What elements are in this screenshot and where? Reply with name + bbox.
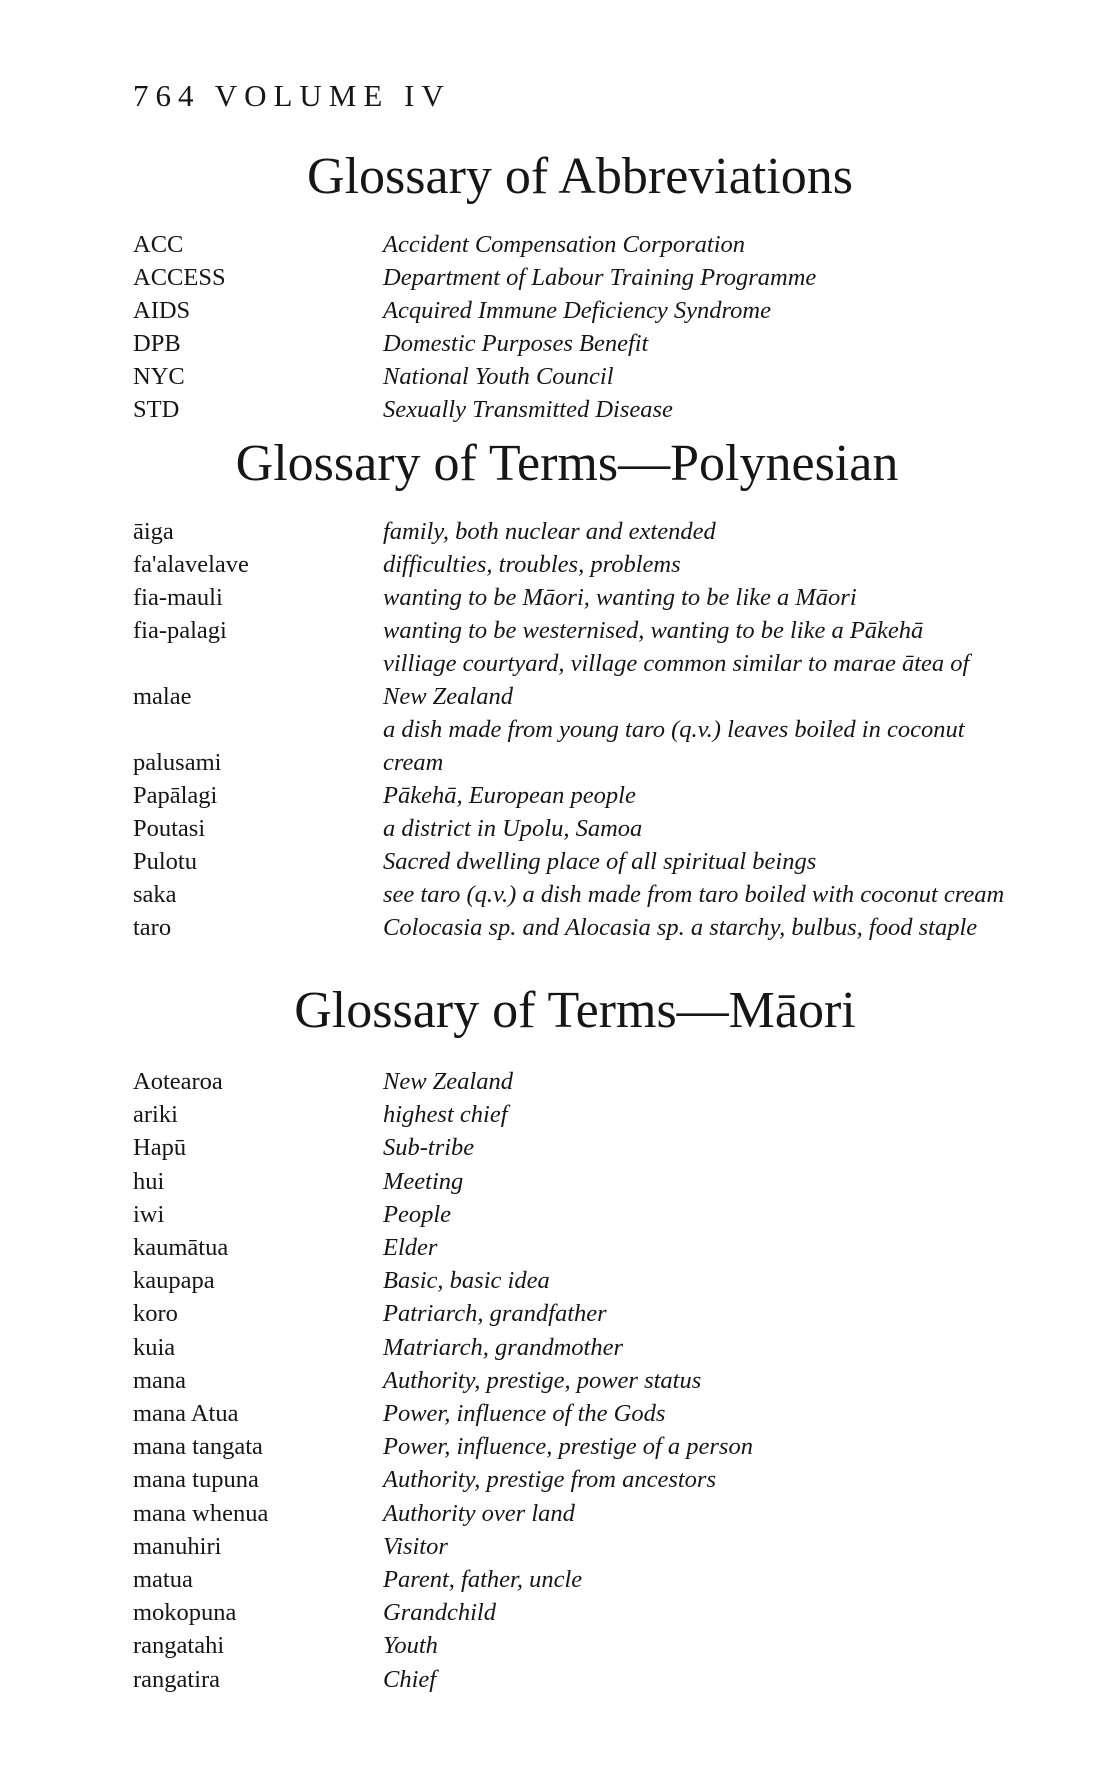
- glossary-entry: [133, 1530, 1013, 1563]
- entry-term: mokopuna: [133, 1599, 237, 1627]
- glossary-entry: [133, 878, 1013, 911]
- glossary-entry: [133, 261, 1013, 294]
- glossary-entry: [133, 393, 1013, 426]
- glossary-entry: [133, 1198, 1013, 1231]
- entry-definition: Matriarch, grandmother: [383, 1333, 623, 1361]
- entry-definition: Elder: [383, 1234, 438, 1262]
- entry-term: fia-mauli: [133, 584, 223, 611]
- entry-term: hui: [133, 1167, 165, 1195]
- entry-definition: People: [383, 1200, 452, 1228]
- entry-definition: Authority, prestige, power status: [383, 1366, 702, 1394]
- glossary-entry: [133, 1065, 1013, 1098]
- entry-definition: Meeting: [383, 1167, 464, 1195]
- entry-definition: Sacred dwelling place of all spiritual beings: [383, 848, 817, 875]
- glossary-entry: [133, 327, 1013, 360]
- entry-definition: Authority over land: [383, 1499, 575, 1527]
- entry-term: palusami: [133, 749, 222, 776]
- entry-term: DPB: [133, 330, 181, 357]
- entry-definition: Chief: [383, 1665, 437, 1693]
- entry-term: ACC: [133, 231, 184, 258]
- entry-term: matua: [133, 1566, 193, 1594]
- entry-definition: wanting to be Māori, wanting to be like a Māori: [383, 584, 857, 611]
- entry-definition: villiage courtyard, village common similar to marae ātea of New Zealand: [383, 650, 970, 710]
- entry-term: rangatahi: [133, 1632, 225, 1660]
- entry-term: STD: [133, 396, 180, 423]
- entry-term: kaupapa: [133, 1267, 215, 1295]
- glossary-entry: [133, 812, 1013, 845]
- entry-definition: a district in Upolu, Samoa: [383, 815, 643, 842]
- entry-definition: see taro (q.v.) a dish made from taro boiled with coconut cream: [383, 881, 1005, 908]
- entry-term: manuhiri: [133, 1532, 222, 1560]
- entry-term: Poutasi: [133, 815, 206, 842]
- glossary-entry: [133, 1165, 1013, 1198]
- entry-definition: a dish made from young taro (q.v.) leaves boiled in coconut cream: [383, 716, 965, 776]
- entry-definition: highest chief: [383, 1101, 508, 1129]
- polynesian-list: [133, 515, 1013, 944]
- entry-definition: Grandchild: [383, 1599, 496, 1627]
- entry-definition: Pākehā, European people: [383, 782, 636, 809]
- glossary-entry: [133, 713, 1013, 779]
- entry-term: AIDS: [133, 297, 191, 324]
- glossary-entry: [133, 360, 1013, 393]
- entry-term: malae: [133, 683, 192, 710]
- entry-term: saka: [133, 881, 177, 908]
- glossary-entry: [133, 1629, 1013, 1662]
- entry-term: āiga: [133, 518, 174, 545]
- entry-definition: family, both nuclear and extended: [383, 518, 716, 545]
- entry-term: iwi: [133, 1200, 165, 1228]
- entry-definition: Colocasia sp. and Alocasia sp. a starchy, bulbus, food staple: [383, 914, 978, 941]
- glossary-entry: [133, 548, 1013, 581]
- glossary-entry: [133, 647, 1013, 713]
- entry-term: ACCESS: [133, 264, 226, 291]
- glossary-entry: [133, 1231, 1013, 1264]
- entry-definition: wanting to be westernised, wanting to be like a Pākehā: [383, 617, 924, 644]
- entry-term: rangatira: [133, 1665, 221, 1693]
- entry-definition: Visitor: [383, 1532, 448, 1560]
- polynesian-title: Glossary of Terms—Polynesian: [235, 435, 899, 492]
- entry-term: taro: [133, 914, 172, 941]
- entry-term: kaumātua: [133, 1234, 229, 1262]
- entry-definition: Parent, father, uncle: [383, 1566, 583, 1594]
- glossary-entry: [133, 1364, 1013, 1397]
- glossary-entry: [133, 779, 1013, 812]
- abbreviations-title: Glossary of Abbreviations: [307, 148, 853, 205]
- entry-definition: Sexually Transmitted Disease: [383, 396, 673, 423]
- glossary-entry: [133, 1463, 1013, 1496]
- glossary-entry: [133, 845, 1013, 878]
- glossary-entry: [133, 515, 1013, 548]
- entry-definition: difficulties, troubles, problems: [383, 551, 681, 578]
- entry-definition: Department of Labour Training Programme: [383, 264, 817, 291]
- entry-term: fa'alavelave: [133, 551, 249, 578]
- entry-definition: Power, influence of the Gods: [383, 1400, 666, 1428]
- entry-definition: Sub-tribe: [383, 1134, 475, 1162]
- maori-list: [133, 1065, 1013, 1696]
- entry-term: Aotearoa: [133, 1068, 223, 1095]
- entry-term: mana whenua: [133, 1499, 269, 1527]
- glossary-entry: [133, 1663, 1013, 1696]
- glossary-entry: [133, 1430, 1013, 1463]
- entry-term: fia-palagi: [133, 617, 227, 644]
- entry-term: NYC: [133, 363, 185, 390]
- entry-term: mana tangata: [133, 1433, 263, 1461]
- entry-definition: Youth: [383, 1632, 438, 1660]
- glossary-entry: [133, 581, 1013, 614]
- entry-term: Pulotu: [133, 848, 197, 875]
- glossary-entry: [133, 1497, 1013, 1530]
- glossary-entry: [133, 614, 1013, 647]
- glossary-entry: [133, 1297, 1013, 1330]
- entry-term: Hapū: [133, 1134, 187, 1162]
- entry-definition: Patriarch, grandfather: [383, 1300, 607, 1328]
- glossary-entry: [133, 1331, 1013, 1364]
- entry-term: mana: [133, 1366, 187, 1394]
- entry-term: koro: [133, 1300, 178, 1328]
- glossary-entry: [133, 294, 1013, 327]
- glossary-entry: [133, 228, 1013, 261]
- glossary-entry: [133, 1397, 1013, 1430]
- entry-definition: Power, influence, prestige of a person: [383, 1433, 753, 1461]
- maori-title: Glossary of Terms—Māori: [294, 982, 856, 1039]
- glossary-entry: [133, 1098, 1013, 1131]
- entry-term: ariki: [133, 1101, 178, 1129]
- entry-definition: Accident Compensation Corporation: [383, 231, 746, 258]
- entry-term: mana Atua: [133, 1400, 239, 1428]
- running-head: 764 VOLUME IV: [133, 78, 451, 113]
- glossary-entry: [133, 911, 1013, 944]
- entry-term: mana tupuna: [133, 1466, 259, 1494]
- glossary-entry: [133, 1563, 1013, 1596]
- entry-definition: National Youth Council: [383, 363, 614, 390]
- entry-term: Papālagi: [133, 782, 218, 809]
- glossary-entry: [133, 1131, 1013, 1164]
- glossary-entry: [133, 1264, 1013, 1297]
- entry-definition: Acquired Immune Deficiency Syndrome: [383, 297, 771, 324]
- entry-definition: Authority, prestige from ancestors: [383, 1466, 716, 1494]
- entry-definition: Domestic Purposes Benefit: [383, 330, 649, 357]
- entry-definition: New Zealand: [383, 1068, 513, 1095]
- abbreviations-list: [133, 228, 1013, 426]
- entry-term: kuia: [133, 1333, 176, 1361]
- glossary-entry: [133, 1596, 1013, 1629]
- entry-definition: Basic, basic idea: [383, 1267, 550, 1295]
